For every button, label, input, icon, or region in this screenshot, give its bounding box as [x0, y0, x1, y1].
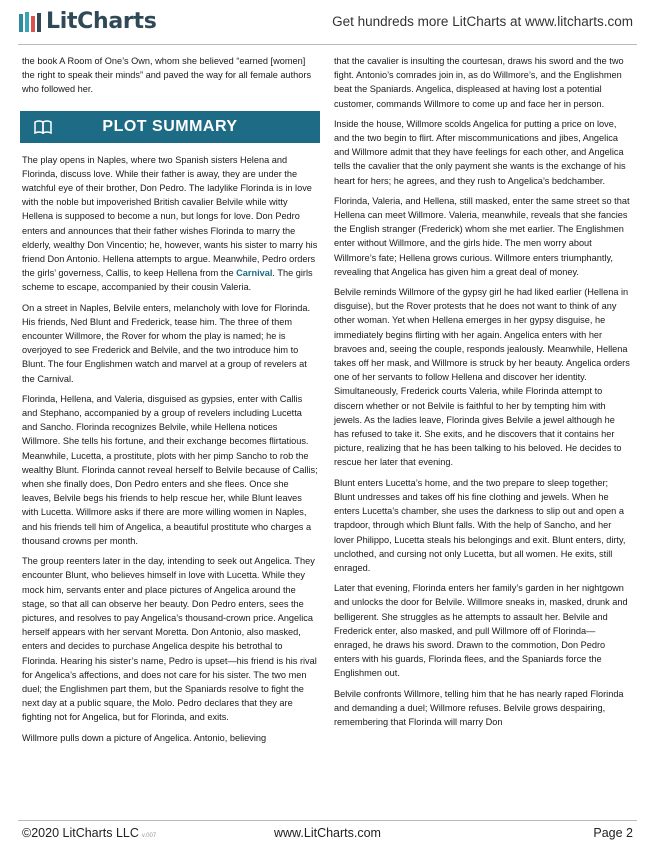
- summary-paragraph: Florinda, Valeria, and Hellena, still masked, enter the same street so that Hellena can meet Willmore. Valeria, meanwhile, reveals that she fancies the English stranger (Frederick) whom she met earlier. The Englishmen enter without Willmore, and the girls hide. The men worry about Willmore’s fate; Hellena grows curious. Willmore enters triumphantly, revealing that Angelica has given him a great deal of money.: [334, 195, 630, 277]
- right-column: [334, 54, 630, 735]
- carnival-link[interactable]: Carnival: [236, 268, 273, 279]
- litcharts-logo-icon: [18, 10, 42, 34]
- version: v.007: [141, 833, 157, 839]
- copyright-text: ©2020 LitCharts LLC: [22, 826, 139, 840]
- summary-paragraph: Inside the house, Willmore scolds Angelica for putting a price on love, and the two begin to flirt. After miscommunications and jibes, Angelica and Willmore admit that they have feelings for each other, and Angelica tells the cavalier that the only payment she wants is the exchange of his heart for hers; he agrees, and they rush to Angelica’s bedchamber.: [334, 118, 626, 186]
- footer-divider: [18, 820, 637, 821]
- left-column: [22, 54, 318, 751]
- paragraph-text: The play opens in Naples, where two Spanish sisters Helena and Florinda, discuss love. While their father is away, they are under the watchful eye of their brother, Don Pedro. The ladylike Florinda is in love with the noble but impoverished British cavalier Belvile while witty Hellena is supposed to become a nun, but longs for love. Don Pedro enters and announces that their father wishes Florinda to marry the elderly, wealthy Don Vincentio; he, however, wants his sister to marry his friend Don Antonio. Hellena attempts to argue. Meanwhile, Pedro orders the girls’ governess, Callis, to keep Hellena from the: [22, 154, 318, 279]
- plot-summary-header: [20, 111, 320, 143]
- site-link[interactable]: www.LitCharts.com: [274, 826, 381, 840]
- intro-paragraph: the book A Room of One’s Own, whom she believed “earned [women] the right to speak their minds” and paved the way for all female authors who followed her.: [22, 56, 312, 95]
- summary-paragraph: Blunt enters Lucetta’s home, and the two prepare to sleep together; Blunt undresses and takes off his fine clothing and jewels. When he enters Lucetta’s chamber, she uses the darkness to slip out and open a trapdoor, through which Blunt falls. With the help of Sancho, and her lover Philippo, Lucetta steals his belongings and exit. Blunt enters, dirty, unclothed, and cursing not only Lucetta, but all women. He exits, still enraged.: [334, 477, 626, 573]
- summary-paragraph: Later that evening, Florinda enters her family’s garden in her nightgown and unlocks the door for Belvile. Willmore sneaks in, masked, drunk and belligerent. She struggles as he attempts to assault her. Belvile and Frederick enter, also masked, and pull Willmore off of Florinda—enraged, he draws his sword. Drawn to the commotion, Don Pedro enters with his guards, Florinda flees, and the Spaniards force the Englishmen out.: [334, 583, 628, 679]
- page-number: Page 2: [593, 826, 633, 840]
- summary-paragraph: Belvile reminds Willmore of the gypsy girl he had liked earlier (Hellena in disguise), but the Rover protests that he does not want to think of any other woman. Yet when Hellena emerges in her gypsy disguise, he immediately begins flirting with her again. Angelica enters with her bravoes and, seeing the couple, responds jealously. Meanwhile, Hellena takes off her mask, and Willmore is struck by her beauty. Angelica orders one of her servants to follow Hellena and discover her identity. Simultaneously, Frederick courts Valeria, while Florinda attempt to discern whether or not Belvile is faithful to her by tempting him with jewels. As the ladies leave, Florinda gives Belvile a jewel although he has refused to take it. She exits, and he discovers that it contains her picture, realizing that he has been talking to his beloved. He decides to rescue her later that evening.: [334, 287, 630, 468]
- paragraph-text: . The girls scheme to escape, accompanied by their cousin Valeria.: [22, 268, 313, 293]
- logo-text: LitCharts: [46, 9, 157, 34]
- summary-paragraph: that the cavalier is insulting the courtesan, draws his sword and the two fight. Antonio’s comrades join in, as do Willmore’s, and the Englishmen beat the Spaniards. Angelica, displeased at having lost a potential customer, commands Willmore to come up and face her in person.: [334, 56, 624, 109]
- page-header: [0, 0, 655, 44]
- summary-paragraph: [22, 153, 318, 295]
- summary-paragraph: On a street in Naples, Belvile enters, melancholy with love for Florinda. His friends, Ned Blunt and Frederick, tease him. The three of them encounter Willmore, the Rover for whom the play is named; he is overjoyed to see Frederick and Belvile, and the two introduce him to Blunt. The four Englishmen watch and marvel at a group of revelers at the Carnival.: [22, 302, 311, 384]
- summary-paragraph: Belvile confronts Willmore, telling him that he has nearly raped Florinda and demanding a duel; Willmore refuses. Belvile grows despairing, remembering that Florinda will marry Don: [334, 688, 624, 727]
- section-title: PLOT SUMMARY: [102, 117, 238, 135]
- summary-paragraph: Willmore pulls down a picture of Angelica. Antonio, believing: [22, 732, 267, 743]
- litcharts-logo[interactable]: [18, 9, 157, 34]
- summary-paragraph: Florinda, Hellena, and Valeria, disguised as gypsies, enter with Callis and Stephano, accompanied by a group of revelers including Lucetta and Sancho. Florinda recognizes Belvile, while Hellena notices Willmore. She tells his fortune, and their exchange becomes flirtatious. Meanwhile, Lucetta, a prostitute, plots with her pimp Sancho to rob the wealthy Blunt. Florinda cannot reveal herself to Belvile because of Callis; when she finally does, Don Pedro enters and she flees. Once she leaves, Belvile begs his friends to help rescue her, while Blunt leaves with Lucetta. Willmore asks if there are more willing women in Naples, and his friends tell him of Angelica, a beautiful prostitute who charges a thousand crowns per month.: [22, 393, 318, 546]
- header-divider: [18, 44, 637, 45]
- summary-paragraph: The group reenters later in the day, intending to seek out Angelica. They encounter Blunt, who believes himself in love with Lucetta. While they mock him, servants enter and place pictures of Angelica around the stage, so that all can observe her beauty. Don Pedro enters, sees the pictures, and resolves to pay Angelica’s thousand-crown price. Angelica herself appears with her servant Moretta. Don Antonio, also masked, enters and decides to purchase Angelica despite his betrothal to Florinda. Hearing his sister’s name, Pedro is upset—his friend is his rival for Angelica’s affections, and does not care for his sister. The two men duel; the Englishmen part them, but the Spaniards resolve to fight the next day at a public square, the Molo. Pedro declares that they are fighting not for Angelica, but for Florinda, and exits.: [22, 556, 317, 723]
- promo-link[interactable]: Get hundreds more LitCharts at www.litcharts.com: [332, 14, 633, 29]
